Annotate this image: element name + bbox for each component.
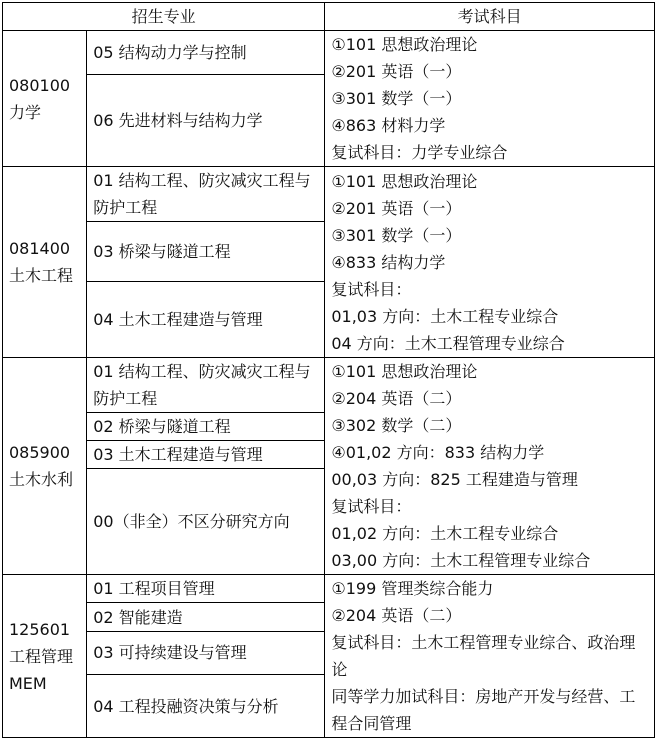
exam-line: ①101 思想政治理论 — [331, 171, 478, 191]
major-code: 085900 — [9, 443, 71, 462]
direction-cell — [87, 575, 325, 603]
exam-line: ①101 思想政治理论 — [331, 35, 478, 54]
direction-label: 04 工程投融资决策与分析 — [93, 696, 279, 716]
exam-line: ②204 英语（二） — [331, 389, 462, 408]
header-exam: 考试科目 — [325, 3, 655, 31]
exam-line: ③302 数学（二） — [331, 416, 462, 435]
direction-label: 03 土木工程建造与管理 — [93, 445, 263, 464]
table-row — [3, 167, 655, 222]
header-major: 招生专业 — [3, 3, 325, 31]
direction-label: 01 工程项目管理 — [93, 579, 215, 599]
exam-line: 复试科目：力学专业综合 — [331, 143, 508, 162]
exam-line: ④01,02 方向：833 结构力学 — [331, 443, 545, 462]
direction-cell — [87, 441, 325, 469]
major-name: 土木水利 — [9, 470, 74, 489]
exam-line: 03,00 方向：土木工程管理专业综合 — [331, 551, 591, 570]
table-row — [3, 358, 655, 413]
exam-line: 同等学力加试科目：房地产开发与经营、工程合同管理 — [331, 687, 636, 733]
exam-line: 01,03 方向：土木工程专业综合 — [331, 306, 559, 326]
exam-cell — [325, 31, 655, 167]
exam-cell — [325, 167, 655, 358]
direction-label: 01 结构工程、防灾减灾工程与防护工程 — [93, 362, 311, 408]
direction-label: 05 结构动力学与控制 — [93, 42, 247, 62]
direction-label: 02 桥梁与隧道工程 — [93, 417, 231, 436]
exam-line: ④863 材料力学 — [331, 116, 446, 135]
direction-cell — [87, 469, 325, 575]
direction-cell — [87, 282, 325, 358]
exam-line: ②201 英语（一） — [331, 62, 462, 81]
direction-cell — [87, 74, 325, 166]
exam-line: 01,02 方向：土木工程专业综合 — [331, 524, 559, 543]
major-code: 125601 — [9, 619, 71, 639]
direction-label: 04 土木工程建造与管理 — [93, 310, 263, 329]
major-code: 080100 — [9, 75, 71, 95]
exam-subjects-table — [2, 2, 655, 738]
major-name: 力学 — [9, 102, 42, 122]
exam-line: 复试科目： — [331, 497, 412, 516]
direction-cell — [87, 31, 325, 75]
exam-line: ①101 思想政治理论 — [331, 362, 478, 381]
exam-line: ②201 英语（一） — [331, 198, 462, 218]
direction-label: 00（非全）不区分研究方向 — [93, 512, 290, 531]
major-name: 土木工程 — [9, 266, 74, 285]
exam-line: ②204 英语（二） — [331, 606, 462, 625]
direction-label: 02 智能建造 — [93, 607, 183, 627]
direction-cell — [87, 631, 325, 675]
major-code: 081400 — [9, 239, 71, 258]
direction-cell — [87, 413, 325, 441]
exam-line: 复试科目： — [331, 279, 412, 299]
exam-line: ③301 数学（一） — [331, 225, 462, 245]
major-cell — [3, 31, 87, 167]
exam-line: ④833 结构力学 — [331, 252, 446, 272]
major-name: 工程管理 — [9, 646, 74, 666]
direction-cell — [87, 358, 325, 413]
exam-line: 00,03 方向：825 工程建造与管理 — [331, 470, 578, 489]
major-cell — [3, 167, 87, 358]
exam-line: 复试科目：土木工程管理专业综合、政治理论 — [331, 633, 636, 679]
exam-cell — [325, 358, 655, 575]
exam-cell — [325, 575, 655, 738]
major-cell — [3, 358, 87, 575]
table-header-row — [3, 3, 655, 31]
direction-cell — [87, 167, 325, 222]
major-cell — [3, 575, 87, 738]
direction-cell — [87, 675, 325, 738]
direction-label: 03 可持续建设与管理 — [93, 643, 247, 663]
exam-line: 04 方向：土木工程管理专业综合 — [331, 333, 565, 353]
table-row — [3, 31, 655, 75]
table-row — [3, 575, 655, 603]
direction-cell — [87, 603, 325, 631]
direction-label: 03 桥梁与隧道工程 — [93, 242, 231, 261]
direction-cell — [87, 222, 325, 282]
direction-label: 06 先进材料与结构力学 — [93, 110, 263, 130]
major-name-suffix: MEM — [9, 673, 47, 693]
exam-line: ①199 管理类综合能力 — [331, 579, 494, 598]
direction-label: 01 结构工程、防灾减灾工程与防护工程 — [93, 171, 311, 217]
exam-line: ③301 数学（一） — [331, 89, 462, 108]
